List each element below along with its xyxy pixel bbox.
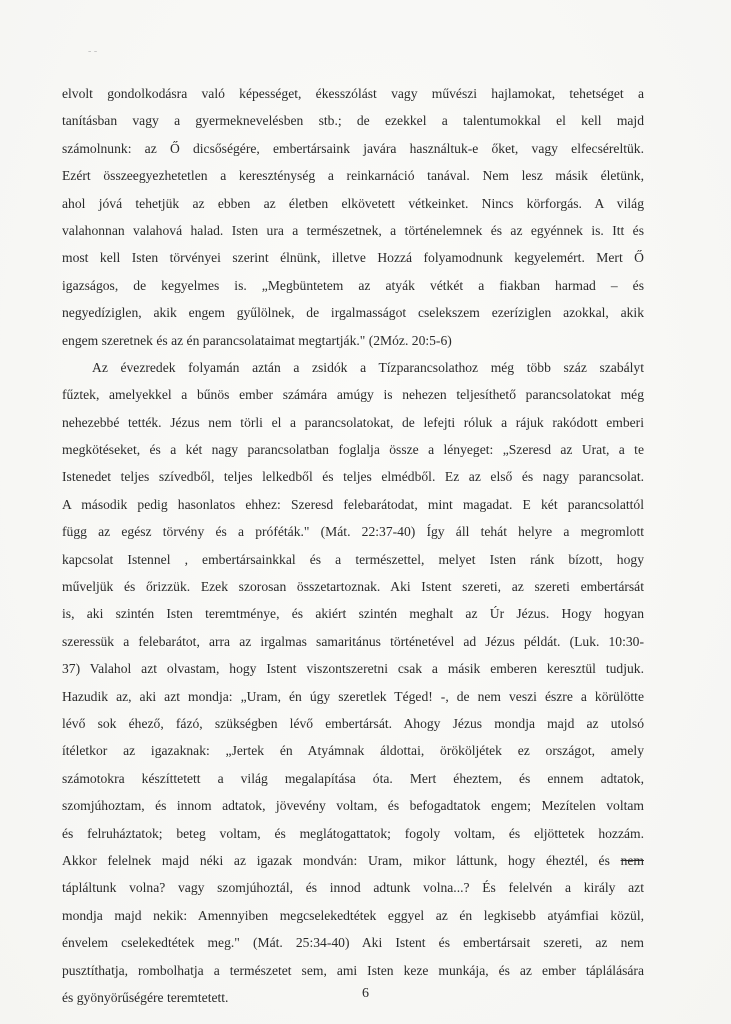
text-line: fűztek, amelyekkel a bűnös ember számára amúgy is nehezen teljesíthető parancsolatokat még [62, 387, 644, 403]
text-line: nehezebbé tették. Jézus nem törli el a parancsolatokat, de lefejti róluk a rájuk rakódott emberi [62, 414, 644, 430]
text-line: műveljük és őrizzük. Ezek szorosan összetartoznak. Aki Istent szereti, az szereti embertársát [62, 579, 644, 595]
text-line: Az évezredek folyamán aztán a zsidók a Tízparancsolathoz még több száz szabályt [92, 359, 644, 375]
text-line: 37) Valahol azt olvastam, hogy Istent viszontszeretni csak a másik emberen keresztül tudjuk. [62, 661, 644, 677]
text-segment: Akkor felelnek majd néki az igazak mondván: Uram, mikor láttunk, hogy éheztél, és [62, 852, 610, 868]
text-line: is, aki szintén Isten teremtménye, és akiért szintén meghalt az Úr Jézus. Hogy hogyan [62, 606, 644, 622]
text-line: most kell Isten törvényei szerint élnünk, illetve Hozzá folyamodnunk kegyelemért. Mert Ő [62, 250, 644, 266]
text-line: engem szeretnek és az én parancsolataimat megtartják." (2Móz. 20:5-6) [62, 332, 452, 348]
text-line: szomjúhoztam, és innom adtatok, jövevény voltam, és befogadtatok engem; Mezítelen voltam [62, 798, 644, 814]
text-line: tápláltunk volna? vagy szomjúhoztál, és innod adtunk volna...? És felelvén a király azt [62, 880, 644, 896]
text-line: énvelem cselekedtétek meg." (Mát. 25:34-40) Aki Istent és embertársait szereti, az nem [62, 935, 644, 951]
text-line: ahol jóvá tehetjük az ebben az életben elkövetett vétkeinket. Nincs körforgás. A világ [62, 195, 644, 211]
text-line: függ az egész törvény és a próféták." (Mát. 22:37-40) Így áll tehát helyre a megromlott [62, 524, 644, 540]
text-line-with-strike [62, 847, 644, 874]
page-number: 6 [362, 986, 369, 1001]
text-line: tanításban vagy a gyermeknevelésben stb.; de ezekkel a talentumokkal el kell majd [62, 113, 644, 129]
scan-speck: - - [88, 46, 98, 57]
text-line: mondja majd nekik: Amennyiben megcselekedtétek eggyel az én legkisebb atyámfiai közül, [62, 907, 644, 923]
text-line: kapcsolat Istennel , embertársainkkal és a természettel, melyet Isten ránk bízott, hogy [62, 551, 644, 567]
text-line: Hazudik az, aki azt mondja: „Uram, én úgy szeretlek Téged! -, de nem veszi észre a körülötte [62, 688, 644, 704]
text-line: negyedíziglen, akik engem gyűlölnek, de irgalmasságot cselekszem ezeríziglen azokkal, akik [62, 305, 644, 321]
text-line: és gyönyörűségére teremtetett. [62, 989, 229, 1005]
text-line: pusztíthatja, rombolhatja a természetet sem, ami Isten keze munkája, és az ember táplálására [62, 962, 644, 978]
text-line: elvolt gondolkodásra való képességet, ékesszólást vagy művészi hajlamokat, tehetséget a [62, 86, 644, 101]
struck-word: nem [620, 852, 644, 868]
text-line: és felruháztatok; beteg voltam, és meglátogattatok; fogoly voltam, és eljöttetek hozzám. [62, 825, 644, 841]
text-line: megkötéseket, és a két nagy parancsolatban foglalja össze a lényeget: „Szeresd az Urat, a te [62, 442, 644, 458]
text-line: ítéletkor az igazaknak: „Jertek én Atyámnak áldottai, örököljétek ez országot, amely [62, 743, 644, 759]
text-line: A második pedig hasonlatos ehhez: Szeresd felebarátodat, mint magadat. E két parancsolattól [62, 496, 644, 512]
text-line: szeressük a felebarátot, arra az irgalmas samaritánus történetével ad Jézus példát. (Luk. 10:30- [62, 633, 644, 649]
text-line: számotokra készíttetett a világ megalapítása óta. Mert éheztem, és ennem adtatok, [62, 770, 644, 786]
text-line: Istenedet teljes szívedből, teljes lelkedből és teljes elmédből. Ez az első és nagy parancsolat. [62, 469, 644, 485]
text-line: Ezért összeegyezhetetlen a kereszténység a reinkarnáció tanával. Nem lesz másik életünk, [62, 168, 644, 184]
text-line: igazságos, de kegyelmes is. „Megbüntetem az atyák vétkét a fiakban harmad – és [62, 277, 644, 293]
text-line: számolnunk: az Ő dicsőségére, embertársaink javára használtuk-e őket, vagy elfecséreltük. [62, 140, 644, 156]
text-line: valahonnan valahová halad. Isten ura a természetnek, a történelemnek és az egyénnek is. Itt és [62, 222, 644, 238]
body-text [62, 80, 644, 1011]
text-line: lévő sok éhező, fázó, szükségben lévő embertársát. Ahogy Jézus mondja majd az utolsó [62, 715, 644, 731]
